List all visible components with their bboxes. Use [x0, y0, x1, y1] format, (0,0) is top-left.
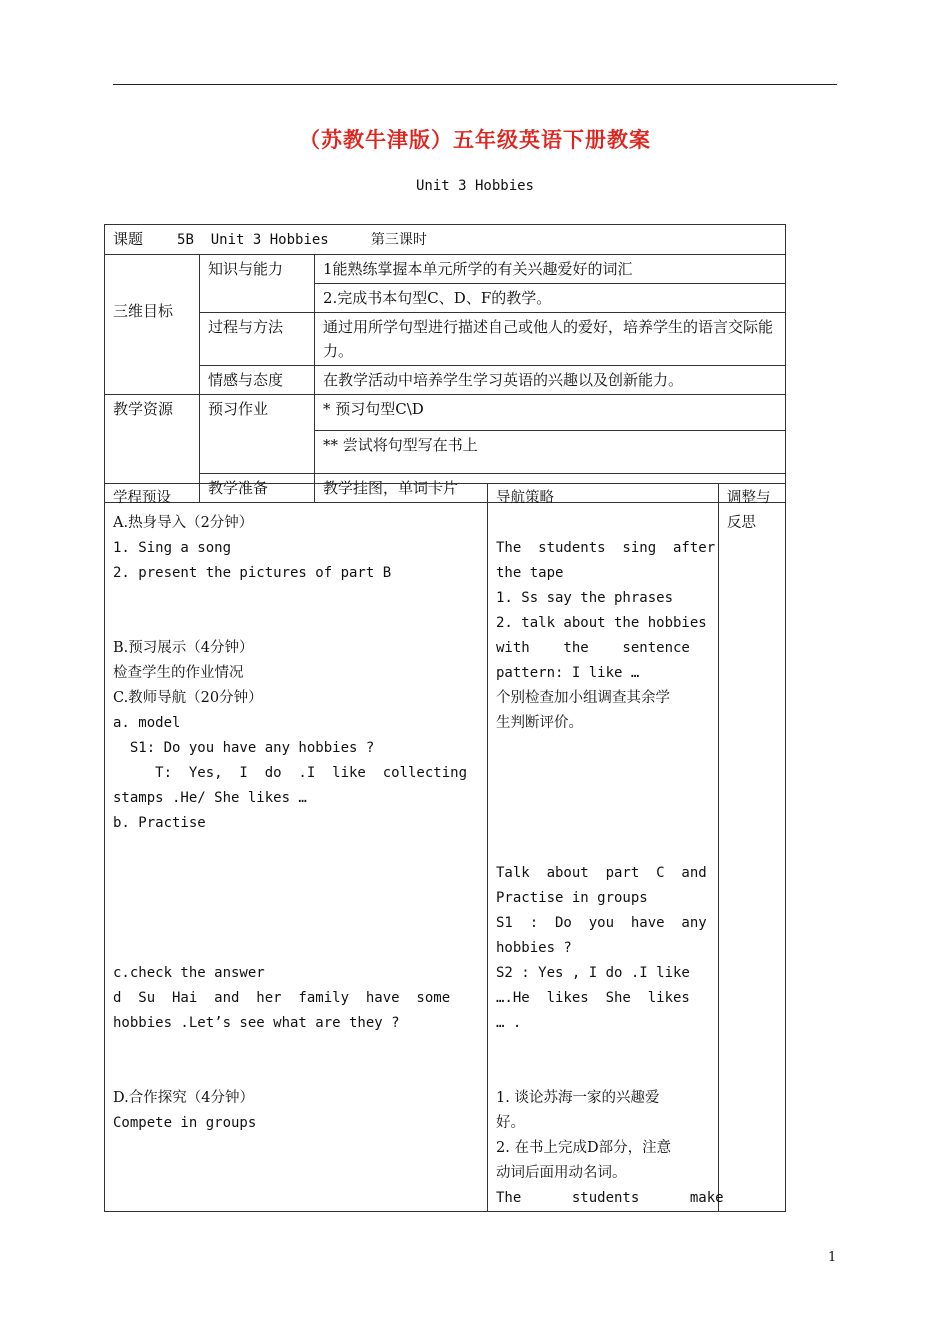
document-title: （苏教牛津版）五年级英语下册教案 — [299, 128, 651, 152]
col2-line: pattern: I like … — [496, 665, 640, 681]
col2-line: Talk about part C and — [496, 865, 707, 881]
goal-category-process: 过程与方法 — [200, 313, 315, 366]
col1-line: d Su Hai and her family have some — [113, 990, 451, 1006]
col2-line: S1 : Do you have any — [496, 915, 707, 931]
col2-line: 1. Ss say the phrases — [496, 590, 674, 606]
prep-text: 教学挂图，单词卡片 — [315, 474, 786, 503]
col1-line: A.热身导入（2分钟） — [113, 515, 254, 531]
col1-line — [113, 936, 479, 961]
col2-line: 动词后面用动名词。 — [496, 1165, 627, 1181]
col1-line: a. model — [113, 715, 181, 731]
goal-knowledge-1: 1能熟练掌握本单元所学的有关兴趣爱好的词汇 — [315, 255, 786, 284]
col2-line — [496, 761, 710, 786]
col2-line: Practise in groups — [496, 890, 648, 906]
preview-label: 预习作业 — [200, 395, 315, 474]
col2-line: 2. 在书上完成D部分，注意 — [496, 1140, 672, 1156]
goal-process: 通过用所学句型进行描述自己或他人的爱好，培养学生的语言交际能力。 — [315, 313, 786, 366]
col2-line — [496, 1036, 710, 1061]
col2-line: 个别检查加小组调查其余学 — [496, 690, 670, 706]
col1-line: B.预习展示（4分钟） — [113, 640, 254, 656]
col1-line: D.合作探究（4分钟） — [113, 1090, 254, 1106]
col1-line — [113, 1061, 479, 1086]
col1-line: 学程预设 — [113, 490, 171, 506]
process-column-strategy — [488, 484, 724, 1212]
goal-knowledge-2: 2.完成书本句型C、D、F的教学。 — [315, 284, 786, 313]
preview-item-1: * 预习句型C\D — [315, 395, 786, 431]
goal-attitude: 在教学活动中培养学生学习英语的兴趣以及创新能力。 — [315, 366, 786, 395]
col1-line — [113, 861, 479, 886]
col2-line: with the sentence — [496, 640, 690, 656]
col3-line: 调整与 — [727, 490, 771, 506]
col3-line: 反思 — [727, 515, 756, 531]
goal-category-attitude: 情感与态度 — [200, 366, 315, 395]
col2-line — [496, 1061, 710, 1086]
header-rule — [113, 84, 837, 85]
goal-category-knowledge: 知识与能力 — [200, 255, 315, 313]
prep-label: 教学准备 — [200, 474, 315, 503]
process-column-plan — [105, 484, 488, 1212]
col2-line: 1. 谈论苏海一家的兴趣爱 — [496, 1090, 660, 1106]
col1-line — [113, 886, 479, 911]
col2-line: The students make — [496, 1190, 724, 1206]
col1-line: c.check the answer — [113, 965, 265, 981]
col1-line: hobbies .Let’s see what are they ? — [113, 1015, 400, 1031]
goals-label: 三维目标 — [105, 255, 200, 395]
col1-line: stamps .He/ She likes … — [113, 790, 307, 806]
col2-line: S2 : Yes , I do .I like — [496, 965, 690, 981]
col1-line: C.教师导航（20分钟） — [113, 690, 263, 706]
col1-line: S1: Do you have any hobbies ? — [113, 740, 375, 756]
col1-line: T: Yes, I do .I like collecting — [113, 765, 468, 781]
col2-line — [496, 736, 710, 761]
page-number: 1 — [828, 1250, 837, 1265]
col2-line: The students sing after — [496, 540, 716, 556]
topic-label: 课题 — [113, 230, 144, 248]
col2-line: 生判断评价。 — [496, 715, 583, 731]
topic-content: 5B Unit 3 Hobbies 第三课时 — [177, 232, 427, 248]
plan-lines — [113, 486, 479, 1136]
col2-line — [496, 811, 710, 836]
col2-line: 导航策略 — [496, 490, 554, 506]
process-table — [104, 483, 786, 1212]
col2-line — [496, 836, 710, 861]
col1-line — [113, 586, 479, 611]
reflection-lines — [727, 486, 777, 536]
col2-line: hobbies ? — [496, 940, 572, 956]
col2-line — [496, 511, 710, 536]
col2-line: … . — [496, 1015, 522, 1031]
lesson-info-table — [104, 224, 786, 503]
col2-line: 2. talk about the hobbies — [496, 615, 707, 631]
col1-line: 检查学生的作业情况 — [113, 665, 244, 681]
col1-line — [113, 1036, 479, 1061]
document-subtitle: Unit 3 Hobbies — [415, 178, 534, 194]
col1-line: Compete in groups — [113, 1115, 257, 1131]
topic-row — [105, 225, 786, 255]
col1-line: 2. present the pictures of part B — [113, 565, 392, 581]
col1-line — [113, 611, 479, 636]
col2-line: the tape — [496, 565, 564, 581]
strategy-lines — [496, 486, 724, 1211]
col1-line: 1. Sing a song — [113, 540, 232, 556]
col1-line — [113, 911, 479, 936]
col1-line — [113, 836, 479, 861]
preview-item-2: ** 尝试将句型写在书上 — [315, 431, 786, 474]
process-column-reflection — [719, 484, 786, 1212]
col2-line — [496, 786, 710, 811]
resources-label: 教学资源 — [105, 395, 200, 503]
col2-line: 好。 — [496, 1115, 525, 1131]
col2-line: ….He likes She likes — [496, 990, 690, 1006]
col1-line: b. Practise — [113, 815, 206, 831]
